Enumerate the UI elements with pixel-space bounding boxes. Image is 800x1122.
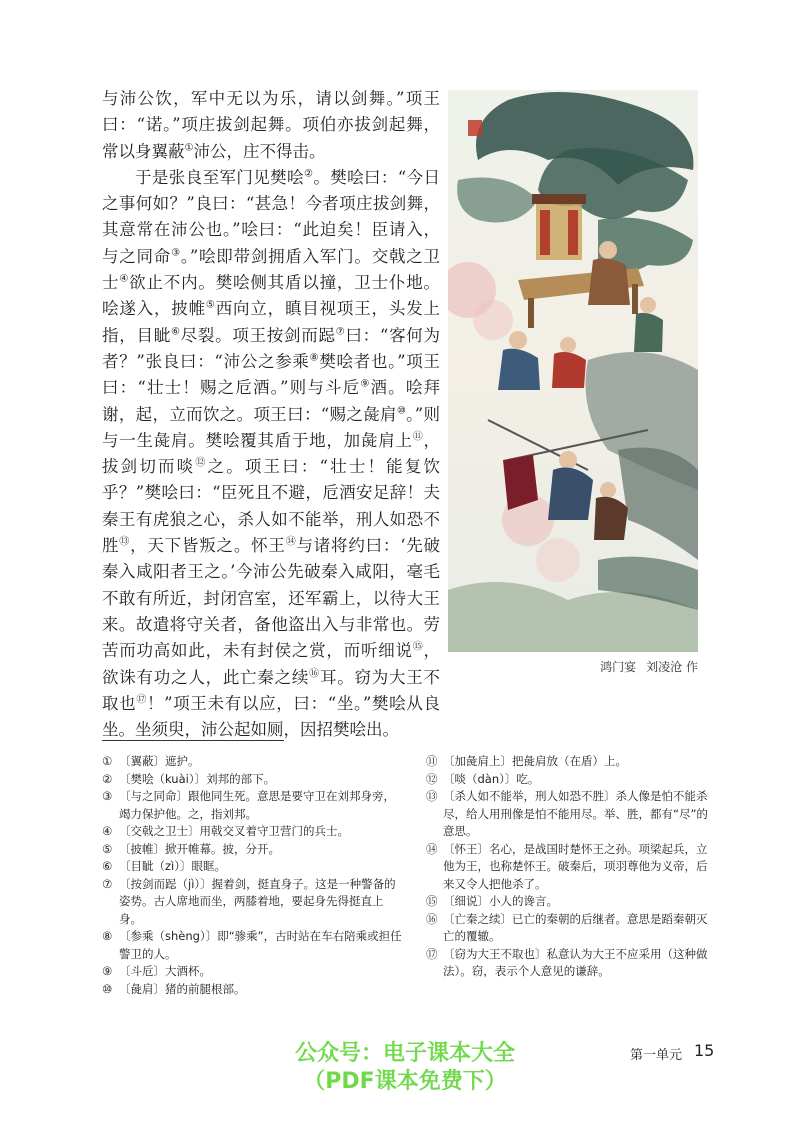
footnote-item: ⑧ 〔参乘（shèng）〕即“骖乘”，古时站在车右陪乘或担任警卫的人。 — [102, 929, 402, 961]
main-text — [102, 86, 440, 743]
footnote-item: ⑨ 〔斗卮〕大酒杯。 — [102, 964, 211, 978]
painting-title: 鸿门宴 — [600, 660, 637, 674]
footnotes-right-column — [426, 753, 714, 981]
footnote-item: ① 〔翼蔽〕遮护。 — [102, 754, 200, 768]
footnote-ref[interactable]: ④ — [119, 273, 130, 285]
footnote-ref[interactable]: ⑥ — [170, 326, 181, 338]
hongmen-banquet-painting — [448, 90, 698, 652]
footnote-item: ⑰ 〔窃为大王不取也〕私意认为大王不应采用（这种做法）。窃，表示个人意见的谦辞。 — [426, 946, 708, 978]
footnote-ref[interactable]: ⑬ — [119, 536, 131, 548]
paragraph-1: 与沛公饮，军中无以为乐，请以剑舞。”项王曰：“诺。”项庄拔剑起舞。项伯亦拔剑起舞，常以身翼蔽①沛公，庄不得击。 — [102, 89, 440, 161]
footnote-ref[interactable]: ② — [303, 168, 314, 180]
footnote-item: ④ 〔交戟之卫士〕用戟交叉着守卫营门的兵士。 — [102, 824, 349, 838]
page-number: 15 — [694, 1041, 715, 1060]
footnote-item: ⑬ 〔杀人如不能举，刑人如恐不胜〕杀人像是怕不能杀尽，给人用刑像是怕不能用尽。举、胜，都有“尽”的意思。 — [426, 789, 708, 838]
painting-author: 刘凌沧 作 — [646, 660, 698, 674]
footnote-item: ② 〔樊哙（kuài）〕刘邦的部下。 — [102, 771, 276, 786]
footnote-ref[interactable]: ⑤ — [205, 299, 216, 311]
footnote-divider — [102, 740, 284, 741]
watermark-line-1: 公众号：电子课本大全 — [294, 1041, 515, 1066]
footnote-ref[interactable]: ⑫ — [195, 457, 208, 469]
painting-illustration — [448, 90, 698, 652]
footnote-ref[interactable]: ⑰ — [136, 694, 147, 706]
footnote-ref[interactable]: ⑦ — [335, 326, 346, 338]
footnote-item: ⑥ 〔目眦（zì）〕眼眶。 — [102, 859, 226, 873]
footnote-ref[interactable]: ⑨ — [360, 378, 371, 390]
footnote-item: ⑤ 〔披帷〕掀开帷幕。披，分开。 — [102, 841, 280, 856]
watermark-line-2: （PDF课本免费下） — [303, 1069, 507, 1094]
footnote-ref[interactable]: ⑩ — [396, 405, 407, 417]
footnote-item: ③ 〔与之同命〕跟他同生死。意思是要守卫在刘邦身旁，竭力保护他。之，指刘邦。 — [102, 789, 395, 821]
footnote-ref[interactable]: ⑪ — [412, 431, 424, 443]
painting-caption — [448, 658, 698, 675]
footnote-ref[interactable]: ⑭ — [285, 536, 297, 548]
footnote-ref[interactable]: ① — [184, 142, 194, 154]
footnote-item: ⑪ 〔加彘肩上〕把彘肩放（在盾）上。 — [426, 754, 627, 768]
unit-label: 第一单元 — [630, 1048, 683, 1063]
footnote-ref[interactable]: ⑯ — [309, 668, 320, 680]
footnotes-left-column — [102, 753, 402, 998]
footnote-item: ⑦ 〔按剑而跽（jì）〕握着剑，挺直身子。这是一种警备的姿势。古人席地而坐，两膝着地，要起身先得挺直上身。 — [102, 876, 396, 926]
footnote-ref[interactable]: ③ — [171, 247, 181, 259]
footnote-item: ⑫ 〔啖（dàn）〕吃。 — [426, 771, 540, 786]
footnote-ref[interactable]: ⑧ — [309, 352, 320, 364]
footnote-item: ⑮ 〔细说〕小人的谗言。 — [426, 894, 558, 908]
footnote-item: ⑭ 〔怀王〕名心，是战国时楚怀王之孙。项梁起兵，立他为王，也称楚怀王。破秦后，项羽尊他为义帝，后来又令人把他杀了。 — [426, 841, 708, 891]
footnote-ref[interactable]: ⑮ — [412, 641, 424, 653]
watermark — [240, 1040, 570, 1096]
paragraph-2: 于是张良至军门见樊哙②。樊哙曰：“今日之事何如？”良曰：“甚急！今者项庄拔剑舞，其意常在沛公也。”哙曰：“此迫矣！臣请入，与之同命③。”哙即带剑拥盾入军门。交戟之卫士④欲止不内。樊哙侧其盾以撞，卫士仆地。哙遂入，披帷⑤西向立，瞋目视项王，头发上指，目眦⑥尽裂。项王按剑而跽⑦曰：“客何为者？”张良曰：“沛公之参乘⑧樊哙者也。”项王曰：“壮士！赐之卮酒。”则与斗卮⑨酒。哙拜谢，起，立而饮之。项王曰：“赐之彘肩⑩。”则与一生彘肩。樊哙覆其盾于地，加彘肩上⑪，拔剑切而啖⑫之。项王曰：“壮士！能复饮乎？”樊哙曰：“臣死且不避，卮酒安足辞！夫秦王有虎狼之心，杀人如不能举，刑人如恐不胜⑬，天下皆叛之。怀王⑭与诸将约曰：‘先破秦入咸阳者王之。’今沛公先破秦入咸阳，毫毛不敢有所近，封闭宫室，还军霸上，以待大王来。故遣将守关者，备他盗出入与非常也。劳苦而功高如此，未有封侯之赏，而听细说⑮，欲诛有功之人，此亡秦之续⑯耳。窃为大王不取也⑰！”项王未有以应，曰：“坐。”樊哙从良坐。坐须臾，沛公起如厕，因招樊哙出。 — [102, 167, 441, 740]
footnote-item: ⑩ 〔彘肩〕猪的前腿根部。 — [102, 981, 246, 996]
footnote-item: ⑯ 〔亡秦之续〕已亡的秦朝的后继者。意思是蹈秦朝灭亡的覆辙。 — [426, 911, 708, 943]
